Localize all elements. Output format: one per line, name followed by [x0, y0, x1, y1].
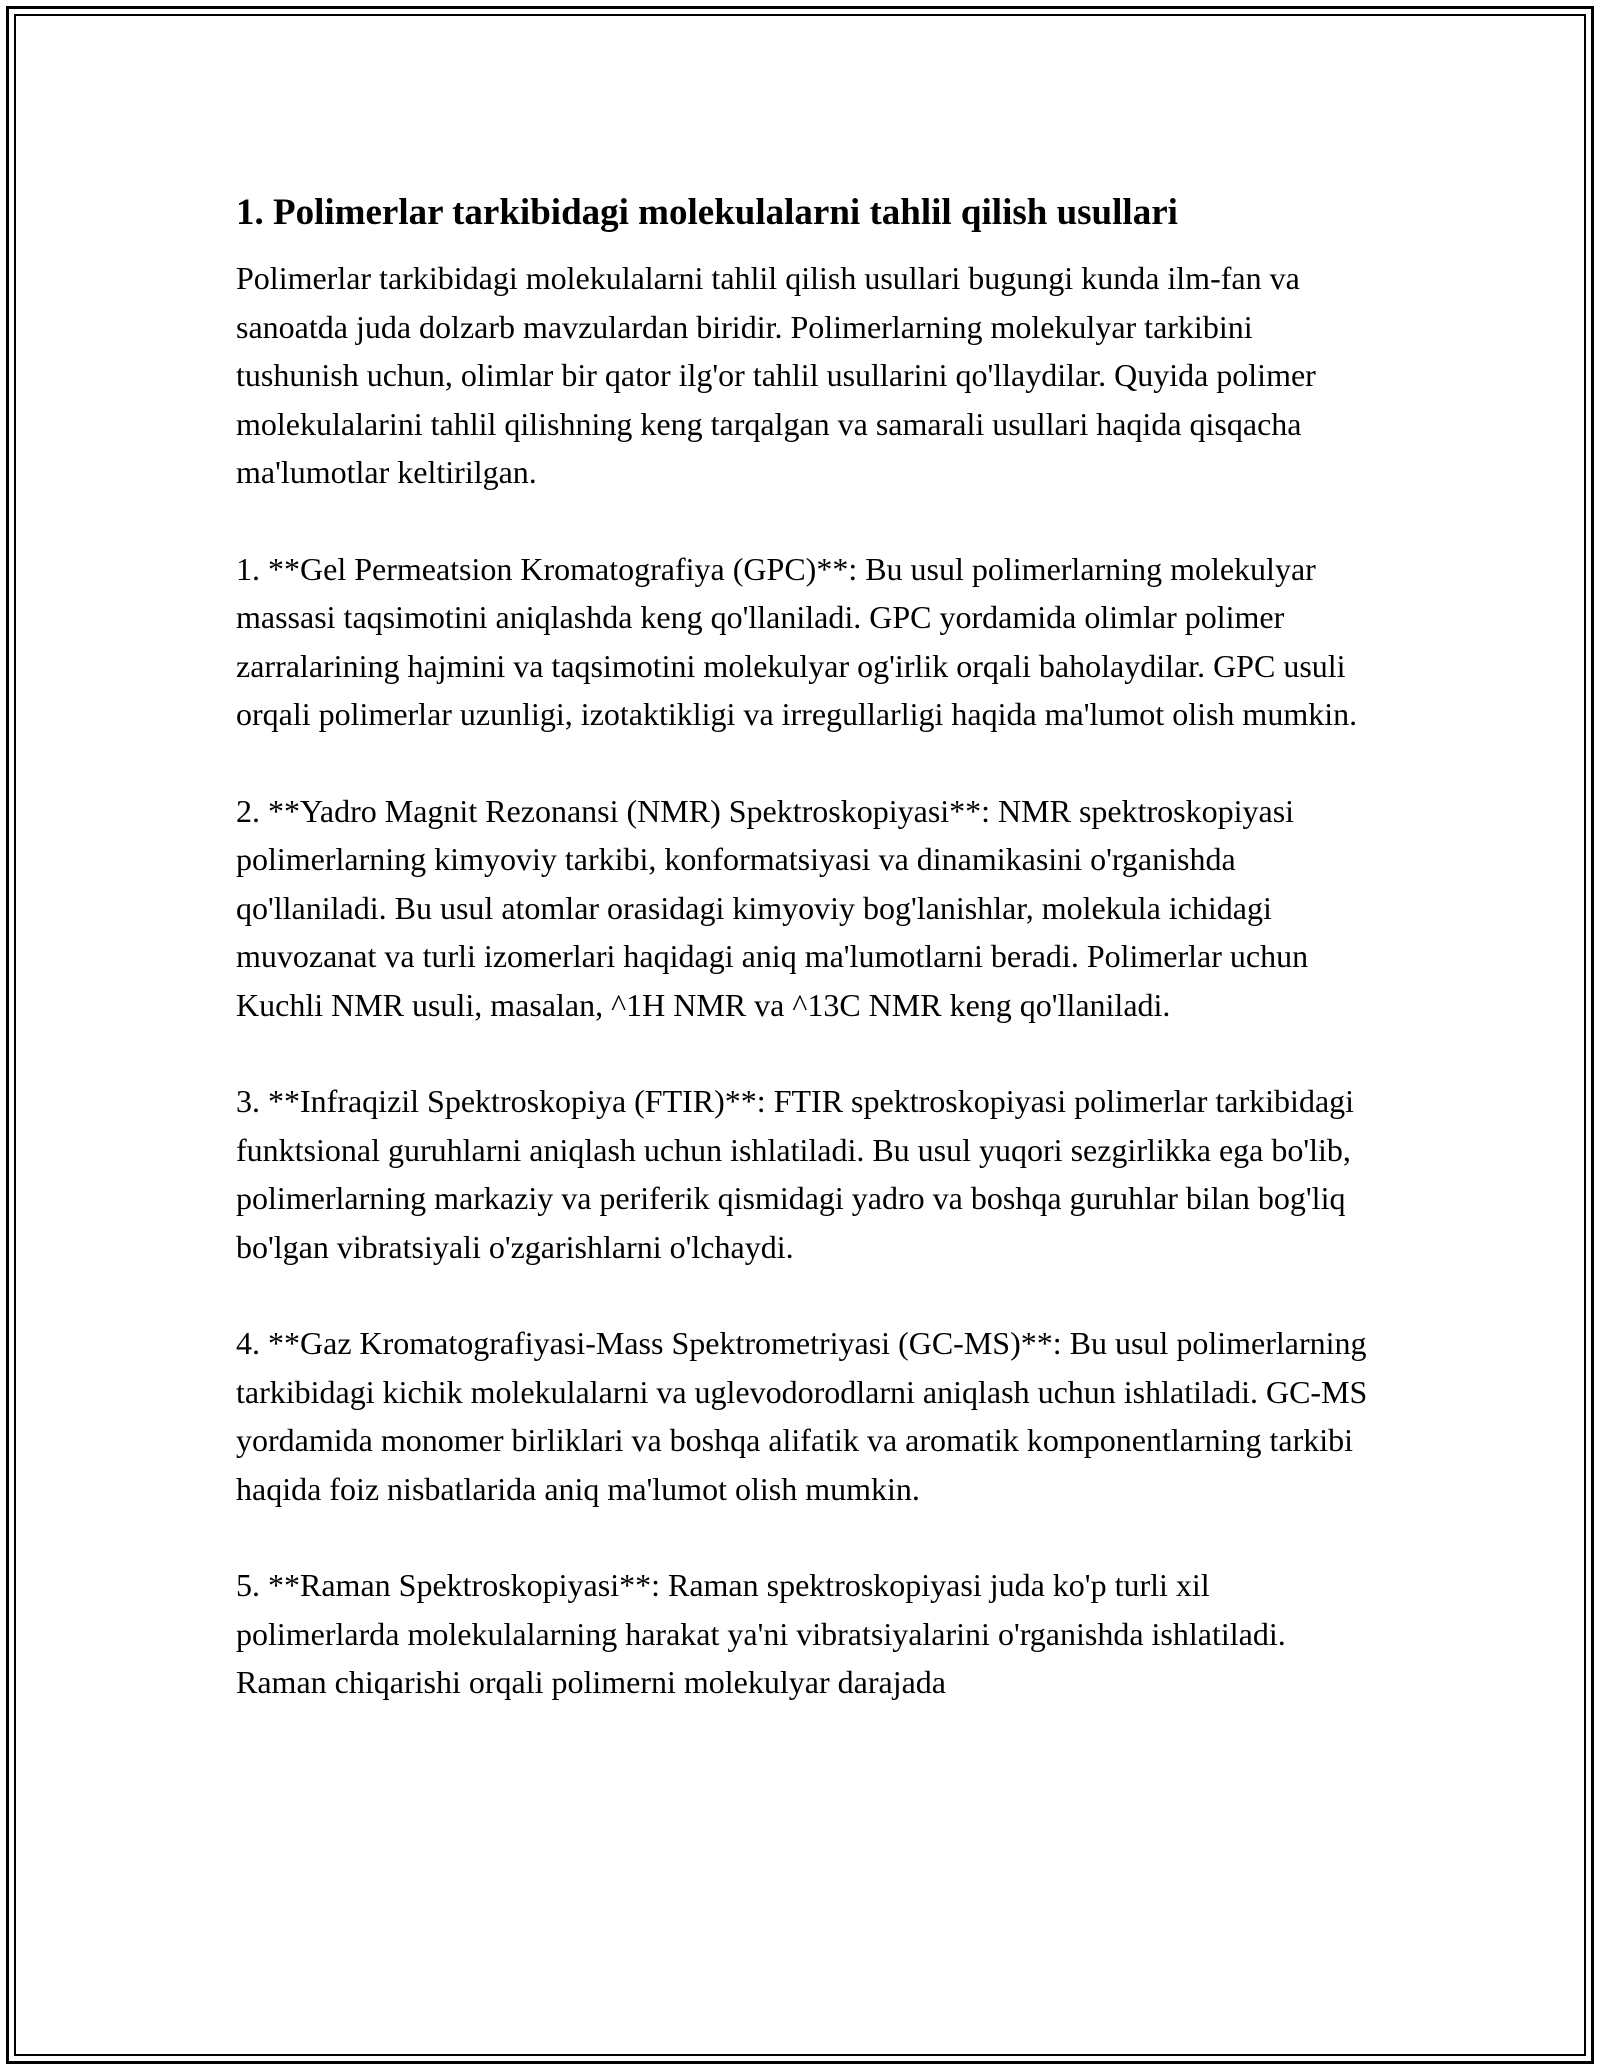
method-nmr-paragraph: 2. **Yadro Magnit Rezonansi (NMR) Spektroskopiyasi**: NMR spektroskopiyasi polimerlarning kimyoviy tarkibi, konformatsiyasi va dinamikasini o'rganishda qo'llaniladi. Bu usul atomlar orasidagi kimyoviy bog'lanishlar, molekula ichidagi muvozanat va turli izomerlari haqidagi aniq ma'lumotlarni beradi. Polimerlar uchun Kuchli NMR usuli, masalan, ^1H NMR va ^13C NMR keng qo'llaniladi. [236, 792, 1309, 1023]
section-title: 1. Polimerlar tarkibidagi molekulalarni tahlil qilish usullari [236, 192, 1178, 233]
method-ftir-paragraph: 3. **Infraqizil Spektroskopiya (FTIR)**: FTIR spektroskopiyasi polimerlar tarkibidagi funktsional guruhlarni aniqlash uchun ishlatiladi. Bu usul yuqori sezgirlikka ega bo'lib, polimerlarning markaziy va periferik qismidagi yadro va boshqa guruhlar bilan bog'liq bo'lgan vibratsiyali o'zgarishlarni o'lchaydi. [236, 1083, 1355, 1265]
document-body [236, 188, 1368, 1755]
intro-paragraph: Polimerlar tarkibidagi molekulalarni tahlil qilish usullari bugungi kunda ilm-fan va sanoatda juda dolzarb mavzulardan biridir. Polimerlarning molekulyar tarkibini tushunish uchun, olimlar bir qator ilg'or tahlil usullarini qo'llaydilar. Quyida polimer molekulalarini tahlil qilishning keng tarqalgan va samarali usullari haqida qisqacha ma'lumotlar keltirilgan. [236, 260, 1316, 490]
method-gcms-paragraph: 4. **Gaz Kromatografiyasi-Mass Spektrometriyasi (GC-MS)**: Bu usul polimerlarning tarkibidagi kichik molekulalarni va uglevodorodlarni aniqlash uchun ishlatiladi. GC-MS yordamida monomer birliklari va boshqa alifatik va aromatik komponentlarning tarkibi haqida foiz nisbatlarida aniq ma'lumot olish mumkin. [236, 1325, 1368, 1507]
method-gpc-paragraph: 1. **Gel Permeatsion Kromatografiya (GPC)**: Bu usul polimerlarning molekulyar massasi taqsimotini aniqlashda keng qo'llaniladi. GPC yordamida olimlar polimer zarralarining hajmini va taqsimotini molekulyar og'irlik orqali baholaydilar. GPC usuli orqali polimerlar uzunligi, izotaktikligi va irregullarligi haqida ma'lumot olish mumkin. [236, 550, 1358, 732]
method-raman-paragraph: 5. **Raman Spektroskopiyasi**: Raman spektroskopiyasi juda ko'p turli xil polimerlarda molekulalarning harakat ya'ni vibratsiyalarini o'rganishda ishlatiladi. Raman chiqarishi orqali polimerni molekulyar darajada [236, 1567, 1286, 1700]
